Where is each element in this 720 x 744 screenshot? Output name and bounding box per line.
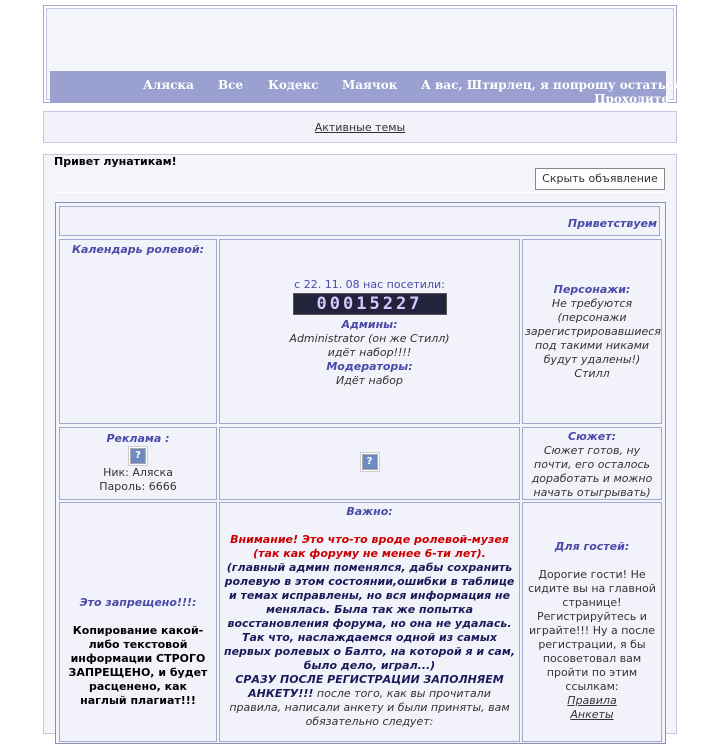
active-topics-bar xyxy=(43,111,677,143)
characters-text: Не требуются (персонажи зарегистрировавшиеся под такими никами будут удалены!) xyxy=(525,297,661,366)
plot-text: Сюжет готов, ну почти, его осталось доработать и можно начать отыгрывать) xyxy=(531,444,653,499)
important-cell xyxy=(219,502,520,742)
ad-title: Реклама : xyxy=(106,432,170,445)
ad-banner[interactable] xyxy=(128,446,148,466)
question-icon: ? xyxy=(130,448,146,464)
important-navy: (главный админ поменялся, дабы сохранить ролевую в этом состоянии,ошибки в таблице и темах исправлены, но вся информация не менялась. Была так же попытка восстановления форума, но она не удалась. Так что, наслаждаемся одной из самых первых ролевых о Балто, на которой я и сам, было дело, играл...) xyxy=(223,561,516,672)
forbidden-cell xyxy=(59,502,217,742)
moders-title: Модераторы: xyxy=(326,360,413,373)
info-table xyxy=(55,202,666,744)
important-title: Важно: xyxy=(346,505,393,518)
plot-title: Сюжет: xyxy=(568,430,616,443)
admins-recruit: идёт набор!!!! xyxy=(327,346,412,359)
visitor-counter xyxy=(293,293,447,315)
announcement-panel xyxy=(43,154,677,734)
calendar-cell xyxy=(59,239,217,424)
greeting-text: Приветствуем xyxy=(567,217,657,230)
stats-cell xyxy=(219,239,520,424)
important-tail: после того, как вы прочитали правила, написали анкету и были приняты, вам обязательно следует: xyxy=(229,687,510,728)
active-topics-link[interactable]: Активные темы xyxy=(314,121,406,134)
announcement-title: Привет лунатикам! xyxy=(54,155,177,168)
header-banner xyxy=(46,8,683,106)
forum-header xyxy=(43,5,683,106)
important-red: Внимание! Это что-то вроде ролевой-музея (так как форуму не менее 6-ти лет). xyxy=(230,533,509,560)
plot-cell xyxy=(522,427,662,500)
question-icon: ? xyxy=(362,454,378,470)
divider xyxy=(54,192,666,193)
counter-digits: 00015227 xyxy=(316,294,423,314)
moders-text: Идёт набор xyxy=(336,374,403,387)
calendar-title: Календарь ролевой: xyxy=(71,243,205,256)
profiles-link[interactable]: Анкеты xyxy=(570,708,614,721)
important-caps: СРАЗУ ПОСЛЕ РЕГИСТРАЦИИ ЗАПОЛНЯЕМ АНКЕТУ!!! xyxy=(235,673,504,700)
forbidden-title: Это запрещено!!!: xyxy=(79,596,197,609)
rules-link[interactable]: Правила xyxy=(567,694,617,707)
nav-link-stirlitz[interactable]: А вас, Штирлец, я попрошу остаться xyxy=(421,78,683,92)
banner-cell xyxy=(219,427,520,500)
forbidden-text: Копирование какой-либо текстовой информации СТРОГО ЗАПРЕЩЕНО, и будет расценено, как наглый плагиат!!! xyxy=(68,624,208,707)
nav-link-enter[interactable]: Проходите xyxy=(594,92,669,106)
guests-text: Дорогие гости! Не сидите вы на главной странице! Регистрируйтесь и играйте!!! Ну а после регистрации, я бы посоветовал вам пройти по этим ссылкам: xyxy=(528,568,656,693)
greeting-row xyxy=(59,206,660,236)
center-banner[interactable] xyxy=(360,452,380,472)
ad-nick: Ник: Аляска xyxy=(103,466,173,479)
ad-pass: Пароль: 6666 xyxy=(99,480,177,493)
nav-link-beacon[interactable]: Маячок xyxy=(342,78,398,92)
nav-link-codex[interactable]: Кодекс xyxy=(268,78,319,92)
guests-title: Для гостей: xyxy=(554,540,630,553)
characters-cell xyxy=(522,239,662,424)
ad-cell xyxy=(59,427,217,500)
nav-link-all[interactable]: Все xyxy=(218,78,244,92)
nav-link-alaska[interactable]: Аляска xyxy=(143,78,194,92)
visitors-text: с 22. 11. 08 нас посетили: xyxy=(294,278,445,291)
guests-cell xyxy=(522,502,662,742)
characters-sign: Стилл xyxy=(574,367,610,380)
hide-announcement-button[interactable]: Скрыть объявление xyxy=(535,168,665,190)
admins-title: Админы: xyxy=(341,318,398,331)
admins-text: Administrator (он же Стилл) xyxy=(289,332,450,345)
top-navigation xyxy=(50,71,683,106)
characters-title: Персонажи: xyxy=(553,283,631,296)
